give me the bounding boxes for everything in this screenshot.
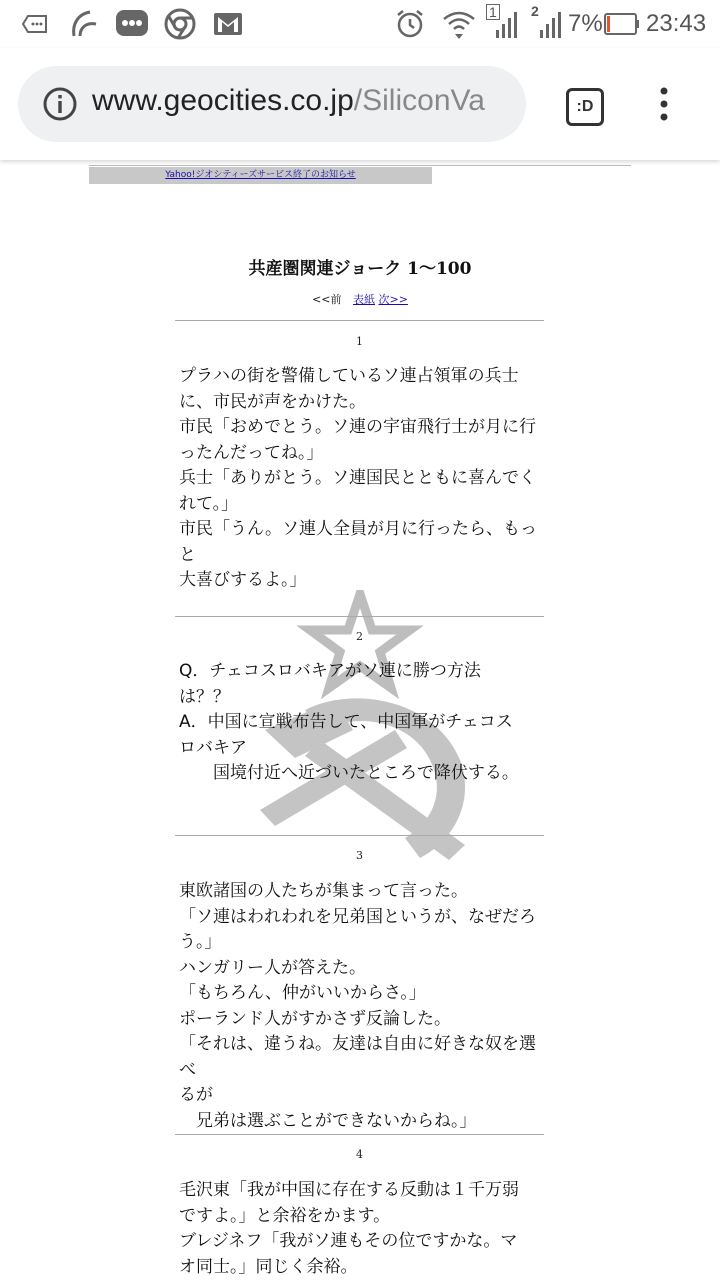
joke-line: 市民「うん。ソ連人全員が月に行ったら、もっと — [179, 519, 538, 565]
joke-line: れて。」 — [179, 493, 239, 514]
wifi-icon — [442, 8, 476, 40]
notice-bar — [89, 167, 432, 184]
joke-line: オ同士。」同じく余裕。 — [179, 1256, 358, 1277]
joke-line: 「それは、違うね。友達は自由に好きな奴を選べ — [179, 1034, 536, 1080]
clock: 23:43 — [646, 10, 707, 37]
divider-3 — [175, 835, 544, 836]
joke-text-1 — [179, 364, 549, 594]
page-title: 共産圏関連ジョーク 1〜100 — [248, 259, 472, 279]
info-icon[interactable] — [42, 86, 78, 122]
signal-icon — [488, 8, 520, 40]
chrome-icon — [164, 8, 196, 40]
browser-toolbar — [0, 48, 720, 160]
top-divider — [89, 165, 631, 166]
status-bar — [0, 0, 720, 48]
joke-number: 2 — [356, 630, 363, 643]
joke-line: ポーランド人がすかさず反論した。 — [179, 1008, 451, 1029]
joke-line: るが — [179, 1085, 213, 1105]
battery-icon — [603, 8, 641, 40]
joke-line: 兄弟は選ぶことができないからね。」 — [179, 1110, 477, 1131]
divider-1 — [175, 320, 544, 321]
joke-line: Q．チェコスロバキアがソ連に勝つ方法 — [179, 661, 481, 681]
alarm-icon — [394, 8, 426, 40]
gmail-icon — [212, 8, 244, 40]
joke-number: 4 — [356, 1148, 363, 1161]
joke-text-2 — [179, 659, 549, 787]
joke-line: ロバキア — [179, 737, 247, 758]
url-host: www.geocities.co.jp — [92, 84, 354, 117]
joke-line: 「ソ連はわれわれを兄弟国というが、なぜだろ — [179, 906, 536, 927]
joke-line: 大喜びするよ。」 — [179, 570, 307, 590]
sim1-label: 1 — [486, 4, 500, 20]
address-bar[interactable] — [18, 66, 526, 142]
voicemail-icon — [22, 8, 50, 40]
web-page — [0, 160, 720, 1280]
sim2-label: 2 — [531, 3, 539, 19]
signal-icon-2 — [532, 8, 564, 40]
joke-line: ブレジネフ「我がソ連もその位ですかな。マ — [179, 1231, 518, 1251]
url-path: /SiliconVa — [353, 84, 485, 117]
joke-line: 兵士「ありがとう。ソ連国民とともに喜んでく — [179, 468, 536, 488]
joke-line: 市民「おめでとう。ソ連の宇宙飛行士が月に行 — [179, 417, 536, 437]
next-link[interactable]: 次>> — [378, 293, 408, 306]
joke-line: は？？ — [179, 686, 230, 707]
joke-number: 1 — [356, 335, 363, 348]
joke-line: 毛沢東「我が中国に存在する反動は１千万弱 — [179, 1180, 519, 1200]
joke-line: プラハの街を警備しているソ連占領軍の兵士 — [179, 366, 519, 386]
app-notification-icon — [68, 8, 100, 40]
page-navigation — [0, 291, 720, 307]
joke-line: 国境付近へ近づいたところで降伏する。 — [179, 763, 519, 783]
joke-line: 「もちろん、仲がいいからさ。」 — [179, 983, 426, 1003]
url-text[interactable] — [92, 84, 485, 118]
tab-switcher-button[interactable] — [566, 88, 604, 126]
more-menu-icon[interactable] — [654, 86, 674, 122]
joke-text-4 — [179, 1178, 549, 1280]
joke-text-3 — [179, 879, 549, 1134]
prev-text: <<前 — [312, 293, 342, 306]
service-end-notice-link[interactable]: Yahoo!ジオシティーズサービス終了のお知らせ — [165, 170, 356, 180]
joke-line: う。」 — [179, 932, 222, 952]
messenger-icon — [114, 8, 150, 40]
joke-line: 東欧諸国の人たちが集まって言った。 — [179, 881, 468, 901]
joke-line: ですよ。」と余裕をかます。 — [179, 1205, 391, 1226]
divider-4 — [175, 1134, 544, 1135]
joke-line: ったんだってね。」 — [179, 442, 324, 463]
url-fade — [486, 66, 526, 142]
joke-line: に、市民が声をかけた。 — [179, 391, 366, 412]
joke-line: A．中国に宣戦布告して、中国軍がチェコス — [179, 712, 513, 732]
battery-percent: 7% — [568, 10, 603, 37]
joke-line: ハンガリー人が答えた。 — [179, 957, 366, 978]
cover-link[interactable]: 表紙 — [353, 293, 375, 306]
joke-number: 3 — [356, 849, 363, 862]
tab-switcher-label: :D — [576, 98, 594, 115]
divider-2 — [175, 616, 544, 617]
